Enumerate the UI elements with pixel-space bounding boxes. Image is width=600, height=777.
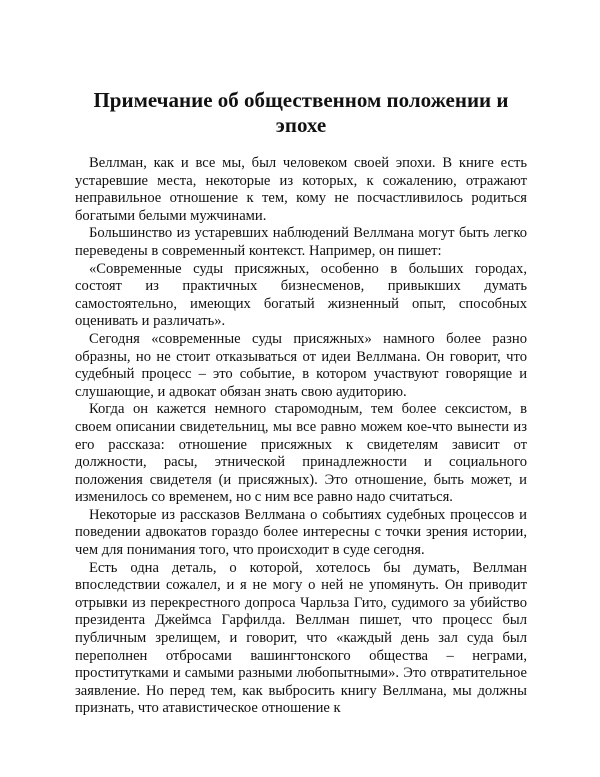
paragraph: Когда он кажется немного старомодным, тем более сексистом, в своем описании свидетельниц, мы все равно можем кое-что вынести из его рассказа: отношение присяжных к свидетелям зависит от должности, расы, этнической принадлежности и социального положения свидетеля (и присяжных). Это отношение, быть может, и изменилось со временем, но с ним все равно надо считаться. [75,401,527,506]
paragraph: Сегодня «современные суды присяжных» намного более разно образны, но не стоит отказываться от идеи Веллмана. Он говорит, что судебный процесс – это событие, в котором участвуют говорящие и слушающие, и адвокат обязан знать свою аудиторию. [75,330,527,400]
quote-paragraph: «Современные суды присяжных, особенно в больших городах, состоят из практичных бизнесменов, привыкших думать самостоятельно, имеющих богатый жизненный опыт, способных оценивать и различать». [75,260,527,330]
document-page [75,88,527,718]
document-title: Примечание об общественном положении и эпохе [93,88,509,137]
paragraph: Большинство из устаревших наблюдений Веллмана могут быть легко переведены в современный контекст. Например, он пишет: [75,225,527,259]
paragraph: Есть одна деталь, о которой, хотелось бы думать, Веллман впоследствии сожалел, и я не могу о ней не упомянуть. Он приводит отрывки из перекрестного допроса Чарльза Гито, судимого за убийство президента Джеймса Гарфилда. Веллман пишет, что процесс был публичным зрелищем, и говорит, что «каждый день зал суда был переполнен отбросами вашингтонского общества – неграми, проститутками и самыми разными любопытными». Это отвратительное заявление. Но перед тем, как выбросить книгу Веллмана, мы должны признать, что атавистическое отношение к [75,559,527,717]
paragraph: Веллман, как и все мы, был человеком своей эпохи. В книге есть устаревшие места, некоторые из которых, к сожалению, отражают неправильное отношение к тем, кому не посчастливилось родиться богатыми белыми мужчинами. [75,155,527,224]
paragraph: Некоторые из рассказов Веллмана о событиях судебных процессов и поведении адвокатов гораздо более интересны с точки зрения истории, чем для понимания того, что происходит в суде сегодня. [75,506,527,559]
